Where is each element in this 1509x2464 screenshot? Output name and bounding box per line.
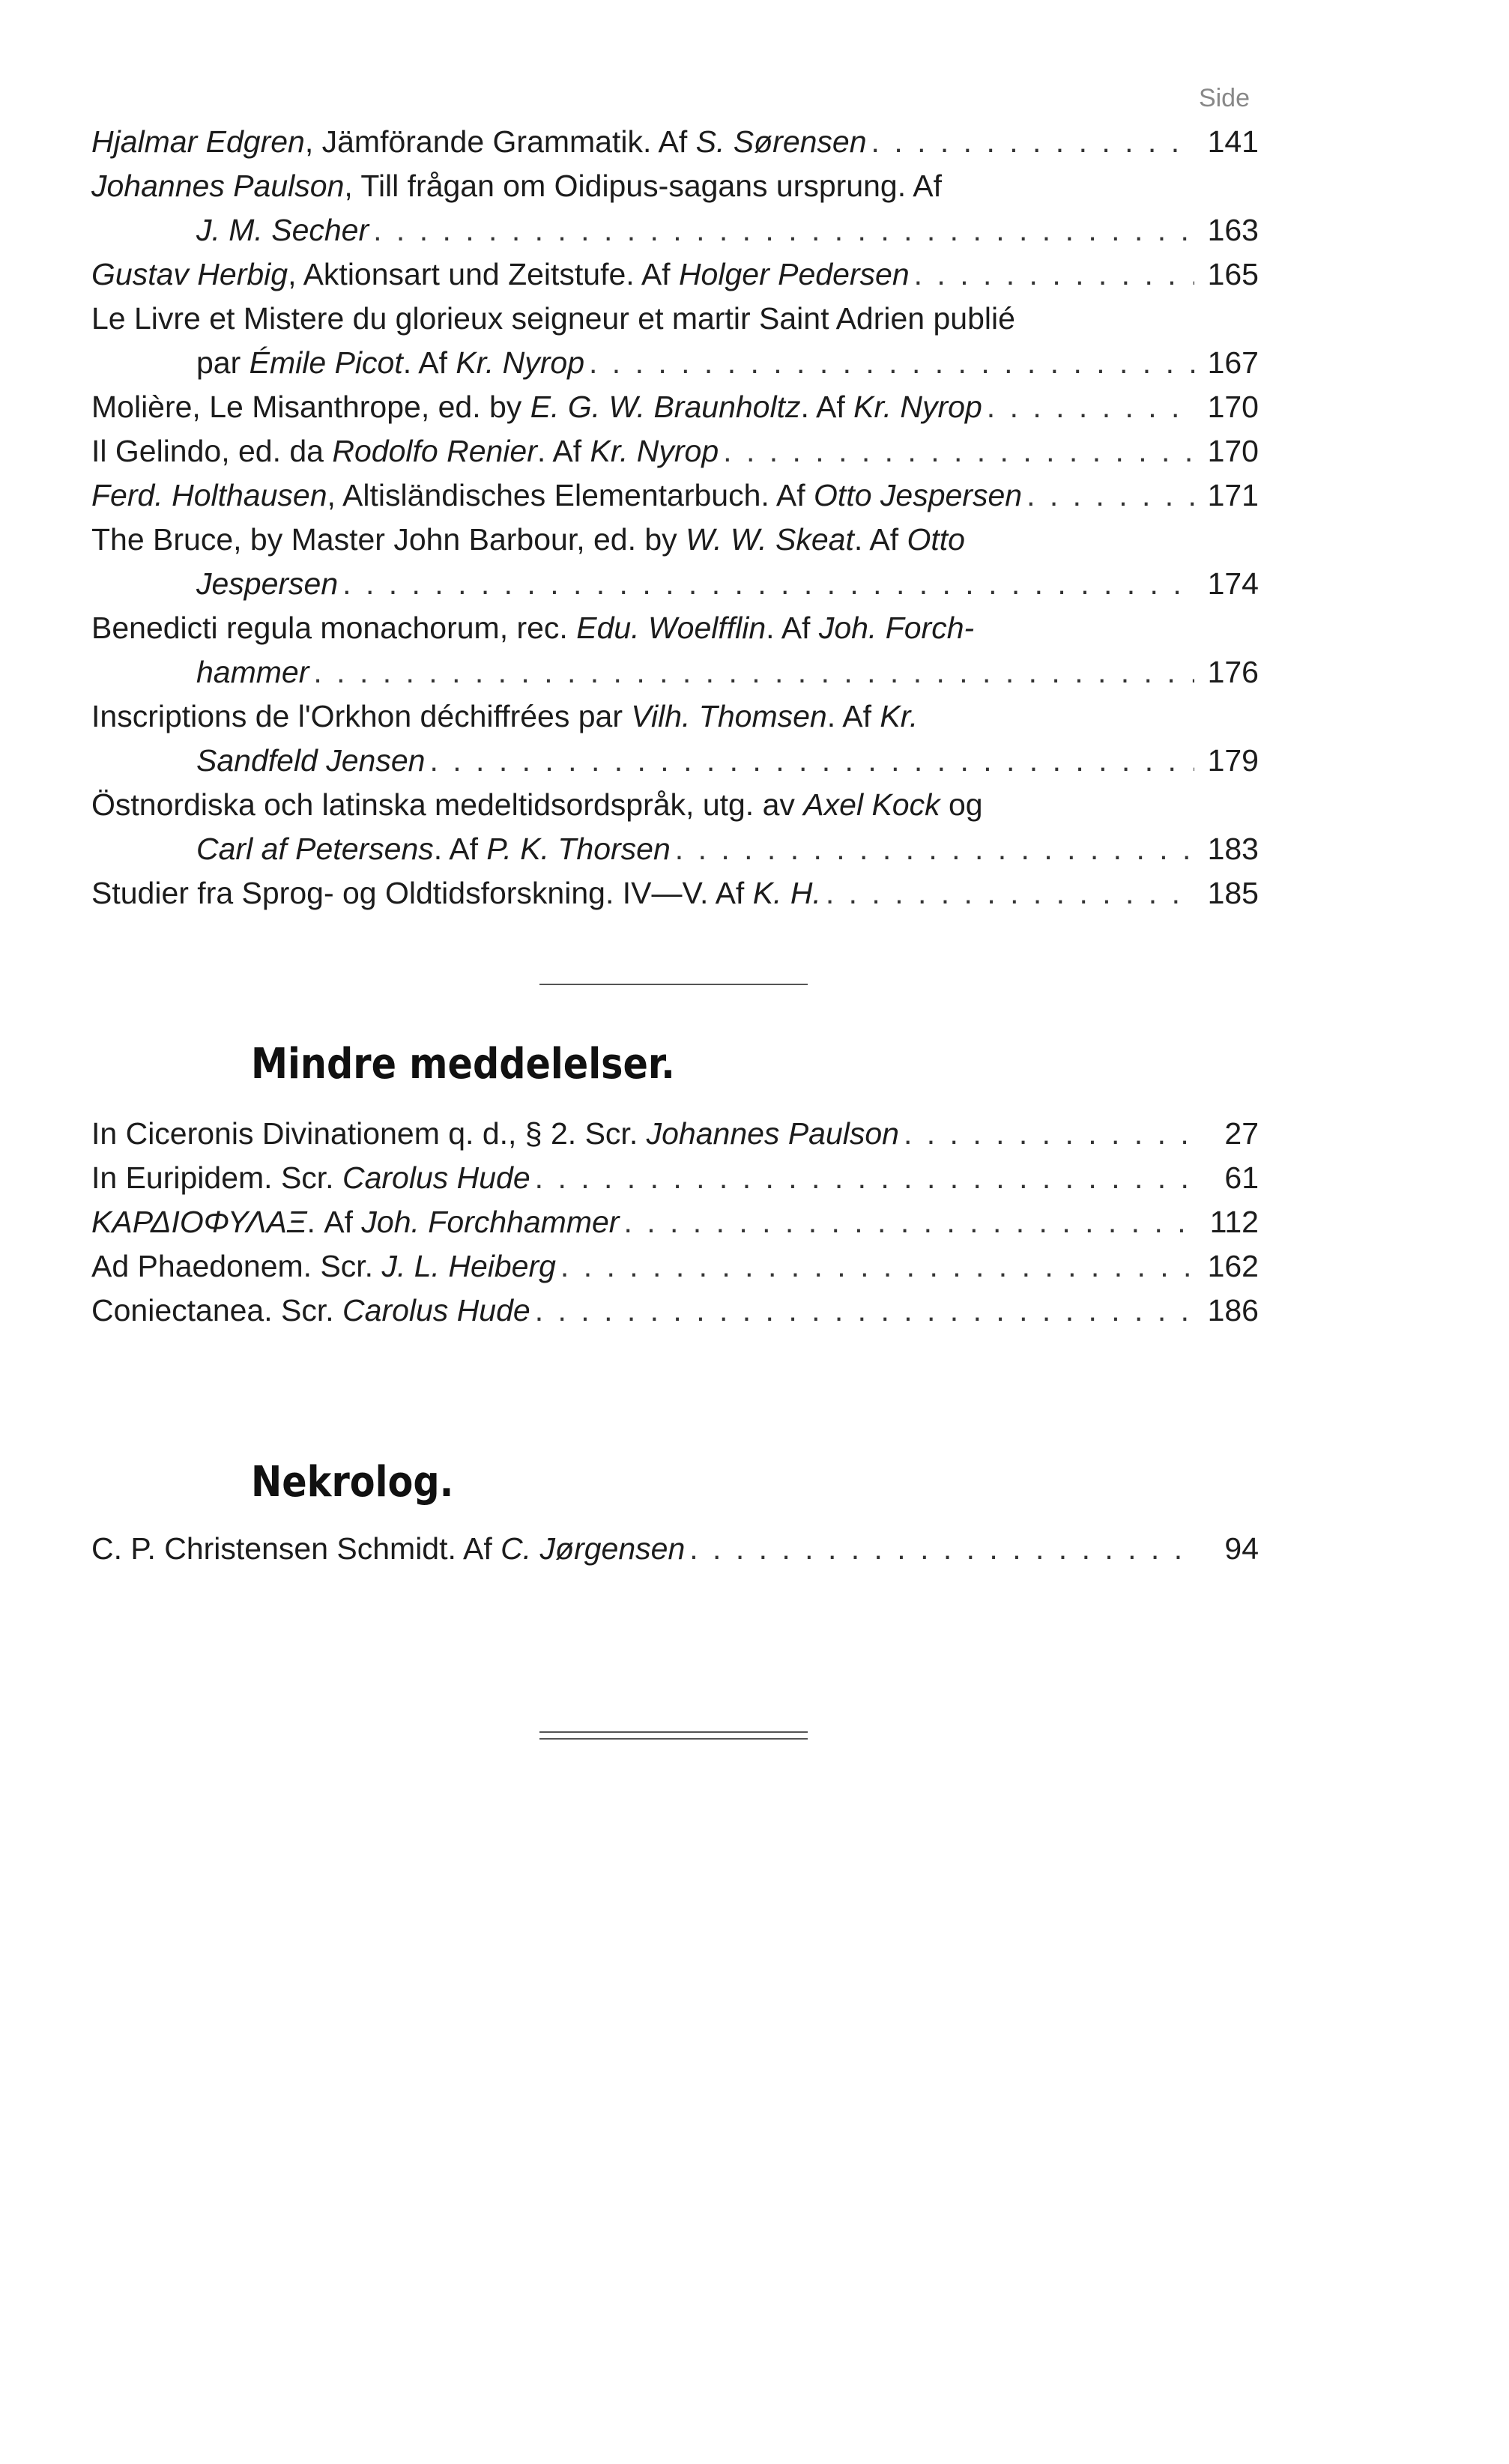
entry-text	[91, 297, 1015, 341]
nekrolog-list	[91, 1527, 1259, 1571]
entry-plain-text: Le Livre et Mistere du glorieux seigneur et martir Saint Adrien publié	[91, 301, 1015, 336]
toc-line	[91, 562, 1259, 606]
page-number: 112	[1209, 1205, 1259, 1239]
entry-plain-text: The Bruce, by Master John Barbour, ed. by	[91, 522, 686, 557]
entry-plain-text: , Jämförande Grammatik. Af	[304, 124, 696, 159]
entry-plain-text: Benedicti regula monachorum, rec.	[91, 611, 577, 645]
toc-line	[91, 429, 1259, 473]
dot-leader	[373, 208, 1194, 252]
page-number: 170	[1207, 434, 1259, 468]
toc-line	[91, 164, 1259, 208]
dot-leader	[623, 1200, 1194, 1244]
entry-text	[91, 385, 982, 429]
toc-line	[91, 1112, 1259, 1156]
entry-italic-text: Ferd. Holthausen	[91, 478, 327, 512]
toc-line	[91, 252, 1259, 297]
entry-italic-text: Otto	[907, 522, 965, 557]
toc-entry	[91, 297, 1259, 385]
entry-italic-text: E. G. W. Braunholtz	[530, 390, 801, 424]
entry-plain-text: Östnordiska och latinska medeltidsordspråk, utg. av	[91, 787, 804, 822]
dot-leader	[689, 1527, 1194, 1571]
section-divider	[539, 984, 808, 985]
toc-line	[91, 694, 1259, 739]
entry-italic-text: Gustav Herbig	[91, 257, 288, 291]
dot-leader	[535, 1156, 1194, 1200]
page-number: 186	[1207, 1293, 1259, 1328]
entry-text	[91, 1156, 530, 1200]
entry-italic-text: Axel Kock	[803, 787, 940, 822]
entry-plain-text: Inscriptions de l'Orkhon déchiffrées par	[91, 699, 632, 733]
entry-plain-text: , Till frågan om Oidipus-sagans ursprung. Af	[344, 169, 942, 203]
entry-text	[91, 1200, 619, 1244]
toc-line	[91, 1244, 1259, 1289]
entry-italic-text: Holger Pedersen	[678, 257, 910, 291]
entry-plain-text: Coniectanea. Scr.	[91, 1293, 343, 1328]
toc-entry	[91, 385, 1259, 429]
entry-text	[91, 606, 974, 650]
entry-italic-text: ΚΑΡΔΙΟΦΥΛΑΞ	[91, 1205, 307, 1239]
entry-italic-text: Edu. Woelfflin	[576, 611, 766, 645]
toc-entry	[91, 473, 1259, 518]
entry-italic-text: Carolus Hude	[342, 1293, 530, 1328]
entry-text	[91, 871, 821, 915]
toc-entry	[91, 1200, 1259, 1244]
dot-leader	[914, 252, 1194, 297]
toc-entry	[91, 120, 1259, 164]
entry-italic-text: Jespersen	[196, 566, 339, 601]
entry-text	[91, 1527, 685, 1571]
toc-entry	[91, 871, 1259, 915]
entry-italic-text: J. M. Secher	[196, 213, 369, 247]
entry-plain-text: , Altisländisches Elementarbuch. Af	[327, 478, 814, 512]
toc-line	[91, 1527, 1259, 1571]
entry-text	[91, 252, 910, 297]
toc-line	[91, 783, 1259, 827]
side-column-label: Side	[1198, 84, 1250, 112]
entry-text	[91, 1112, 899, 1156]
entry-text	[91, 120, 867, 164]
page-number: 163	[1207, 213, 1259, 247]
dot-leader	[342, 562, 1194, 606]
toc-entry	[91, 1244, 1259, 1289]
entry-plain-text: In Euripidem. Scr.	[91, 1160, 342, 1195]
page-number: 27	[1224, 1116, 1259, 1151]
toc-line	[91, 518, 1259, 562]
section-title-nekrolog: Nekrolog.	[251, 1458, 454, 1507]
entry-plain-text: , Aktionsart und Zeitstufe. Af	[288, 257, 679, 291]
entry-text	[196, 562, 338, 606]
articles-list	[91, 120, 1259, 915]
entry-plain-text: Ad Phaedonem. Scr.	[91, 1249, 382, 1283]
entry-plain-text: . Af	[826, 699, 880, 733]
end-rule-bottom	[539, 1738, 808, 1740]
toc-entry	[91, 518, 1259, 606]
entry-plain-text: C. P. Christensen Schmidt. Af	[91, 1531, 501, 1566]
entry-plain-text: . Af	[433, 832, 487, 866]
entry-plain-text: og	[940, 787, 983, 822]
page-number: 174	[1207, 566, 1259, 601]
page-number: 185	[1207, 876, 1259, 910]
entry-text	[91, 783, 983, 827]
page-number: 141	[1207, 124, 1259, 159]
entry-text	[91, 694, 918, 739]
entry-text	[91, 518, 965, 562]
dot-leader	[675, 827, 1194, 871]
dot-leader	[560, 1244, 1194, 1289]
mindre-list	[91, 1112, 1259, 1333]
entry-italic-text: Rodolfo Renier	[332, 434, 537, 468]
entry-italic-text: C. Jørgensen	[501, 1531, 686, 1566]
entry-italic-text: S. Sørensen	[695, 124, 867, 159]
toc-line	[91, 606, 1259, 650]
entry-italic-text: Kr. Nyrop	[590, 434, 719, 468]
dot-leader	[871, 120, 1194, 164]
entry-italic-text: Otto Jespersen	[814, 478, 1023, 512]
entry-text	[196, 208, 369, 252]
entry-text	[91, 1289, 530, 1333]
entry-plain-text: In Ciceronis Divinationem q. d., § 2. Scr.	[91, 1116, 647, 1151]
toc-entry	[91, 783, 1259, 871]
entry-italic-text: Carolus Hude	[342, 1160, 530, 1195]
entry-text	[196, 739, 425, 783]
page-number: 171	[1207, 478, 1259, 512]
page-number: 170	[1207, 390, 1259, 424]
page-number: 61	[1224, 1160, 1259, 1195]
page-number: 165	[1207, 257, 1259, 291]
dot-leader	[826, 871, 1194, 915]
entry-text	[91, 429, 719, 473]
entry-plain-text: . Af	[853, 522, 907, 557]
entry-italic-text: Johannes Paulson	[646, 1116, 899, 1151]
entry-plain-text: par	[196, 345, 250, 380]
toc-entry	[91, 1527, 1259, 1571]
entry-italic-text: W. W. Skeat	[686, 522, 854, 557]
dot-leader	[723, 429, 1194, 473]
toc-line	[91, 1200, 1259, 1244]
toc-line	[91, 1289, 1259, 1333]
page-number: 176	[1207, 655, 1259, 689]
page-number: 94	[1224, 1531, 1259, 1566]
toc-line	[91, 208, 1259, 252]
entry-italic-text: Émile Picot	[249, 345, 403, 380]
toc-line	[91, 650, 1259, 694]
entry-italic-text: Johannes Paulson	[91, 169, 345, 203]
toc-line	[91, 871, 1259, 915]
dot-leader	[589, 341, 1194, 385]
entry-text	[196, 341, 584, 385]
page-number: 179	[1207, 743, 1259, 778]
entry-plain-text: . Af	[766, 611, 819, 645]
entry-plain-text: . Af	[402, 345, 456, 380]
section-title-mindre: Mindre meddelelser.	[251, 1040, 675, 1089]
end-rule-top	[539, 1731, 808, 1733]
entry-italic-text: Joh. Forchhammer	[361, 1205, 620, 1239]
dot-leader	[904, 1112, 1194, 1156]
entry-plain-text: . Af	[306, 1205, 362, 1239]
entry-italic-text: Sandfeld Jensen	[196, 743, 426, 778]
entry-plain-text: . Af	[536, 434, 590, 468]
entry-italic-text: J. L. Heiberg	[381, 1249, 556, 1283]
page-number: 183	[1207, 832, 1259, 866]
toc-line	[91, 739, 1259, 783]
entry-italic-text: Joh. Forch-	[818, 611, 975, 645]
toc-entry	[91, 606, 1259, 694]
entry-text	[91, 164, 942, 208]
toc-line	[91, 341, 1259, 385]
entry-italic-text: K. H.	[752, 876, 821, 910]
toc-entry	[91, 1156, 1259, 1200]
toc-line	[91, 827, 1259, 871]
entry-plain-text: Il Gelindo, ed. da	[91, 434, 333, 468]
toc-entry	[91, 694, 1259, 783]
entry-text	[91, 473, 1022, 518]
toc-line	[91, 297, 1259, 341]
entry-text	[196, 827, 671, 871]
entry-italic-text: Kr. Nyrop	[456, 345, 585, 380]
entry-plain-text: Molière, Le Misanthrope, ed. by	[91, 390, 530, 424]
toc-line	[91, 473, 1259, 518]
entry-plain-text: Studier fra Sprog- og Oldtidsforskning. IV—V. Af	[91, 876, 753, 910]
entry-plain-text: . Af	[800, 390, 854, 424]
page-number: 162	[1207, 1249, 1259, 1283]
dot-leader	[535, 1289, 1194, 1333]
toc-line	[91, 1156, 1259, 1200]
entry-text	[91, 1244, 556, 1289]
toc-entry	[91, 429, 1259, 473]
toc-entry	[91, 1112, 1259, 1156]
entry-italic-text: hammer	[196, 655, 309, 689]
page-number: 167	[1207, 345, 1259, 380]
entry-italic-text: Carl af Petersens	[196, 832, 434, 866]
entry-italic-text: Hjalmar Edgren	[91, 124, 305, 159]
dot-leader	[313, 650, 1194, 694]
toc-entry	[91, 1289, 1259, 1333]
toc-line	[91, 385, 1259, 429]
toc-entry	[91, 252, 1259, 297]
dot-leader	[1026, 473, 1194, 518]
entry-italic-text: Kr. Nyrop	[853, 390, 982, 424]
entry-italic-text: P. K. Thorsen	[486, 832, 671, 866]
toc-entry	[91, 164, 1259, 252]
entry-italic-text: Kr.	[880, 699, 919, 733]
entry-text	[196, 650, 309, 694]
dot-leader	[987, 385, 1194, 429]
dot-leader	[429, 739, 1194, 783]
entry-italic-text: Vilh. Thomsen	[631, 699, 827, 733]
toc-line	[91, 120, 1259, 164]
